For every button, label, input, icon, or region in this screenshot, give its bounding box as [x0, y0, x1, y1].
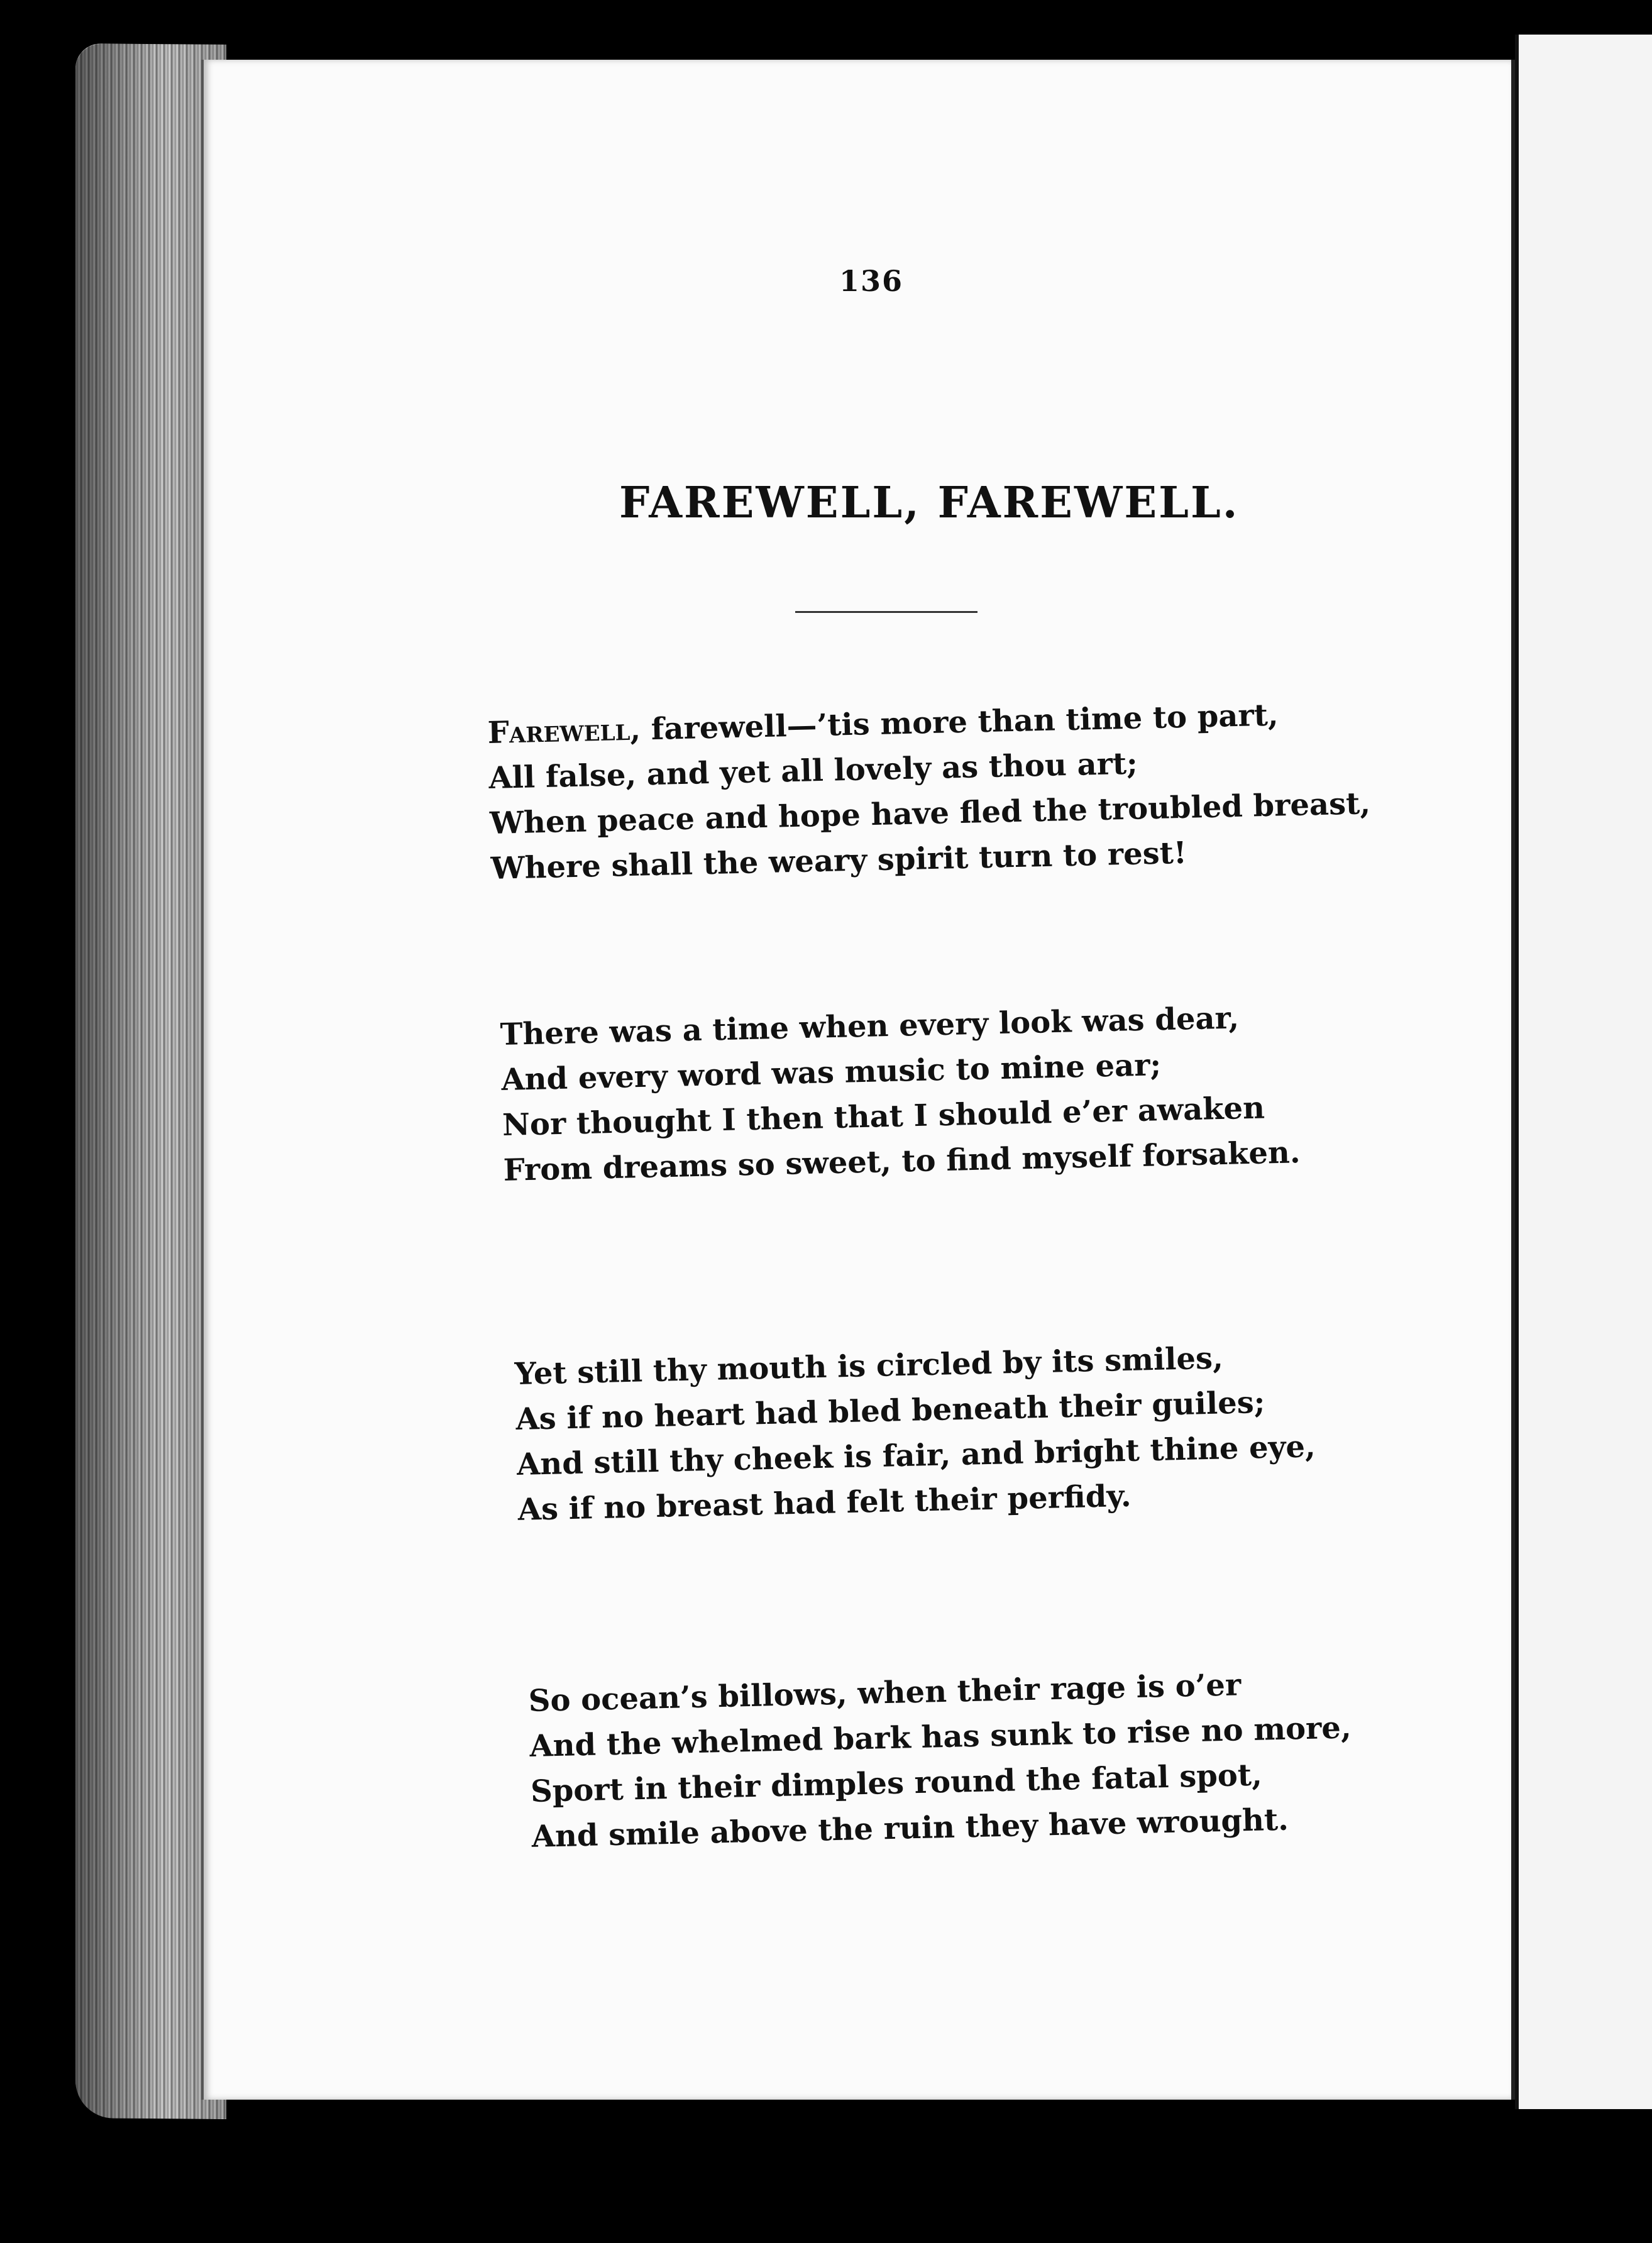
- stanza-2-line-2: And every word was music to mine ear;: [500, 1047, 1162, 1098]
- stanza-2-line-4: From dreams so sweet, to find myself forsaken.: [503, 1135, 1301, 1188]
- stanza-3-line-4: As if no breast had felt their perfidy.: [517, 1478, 1132, 1528]
- stanza-4-line-2: And the whelmed bark has sunk to rise no more,: [529, 1710, 1352, 1764]
- stanza-3-line-2: As if no heart had bled beneath their guiles;: [515, 1384, 1266, 1437]
- stanza-1: [487, 690, 1372, 891]
- stanza-4-line-3: Sport in their dimples round the fatal spot,: [530, 1757, 1263, 1809]
- title-rule-divider: [795, 611, 977, 613]
- stanza-2-line-3: Nor thought I then that I should e’er awaken: [502, 1090, 1265, 1143]
- stanza-4-line-4: And smile above the ruin they have wrought.: [531, 1802, 1289, 1854]
- stanza-4: [528, 1660, 1354, 1860]
- stanza-2-line-1: There was a time when every look was dear,: [500, 1000, 1240, 1052]
- stanza-1-line-2: All false, and yet all lovely as thou art;: [488, 746, 1138, 796]
- stanza-4-line-1: So ocean’s billows, when their rage is o’er: [528, 1667, 1242, 1719]
- stanza-3: [514, 1333, 1317, 1533]
- stanza-2: [500, 994, 1301, 1193]
- poem-title: FAREWELL, FAREWELL.: [619, 478, 1240, 528]
- stanza-3-line-3: And still thy cheek is fair, and bright thine eye,: [516, 1429, 1316, 1482]
- opening-word: Farewell: [487, 712, 631, 751]
- facing-page: [1515, 35, 1652, 2109]
- line-text: , farewell—’tis more than time to part,: [629, 697, 1279, 747]
- stanza-1-line-4: Where shall the weary spirit turn to rest!: [490, 835, 1187, 886]
- stanza-1-line-3: When peace and hope have fled the troubled breast,: [489, 786, 1371, 841]
- page-number: 136: [839, 264, 904, 298]
- stanza-3-line-1: Yet still thy mouth is circled by its smiles,: [514, 1340, 1224, 1392]
